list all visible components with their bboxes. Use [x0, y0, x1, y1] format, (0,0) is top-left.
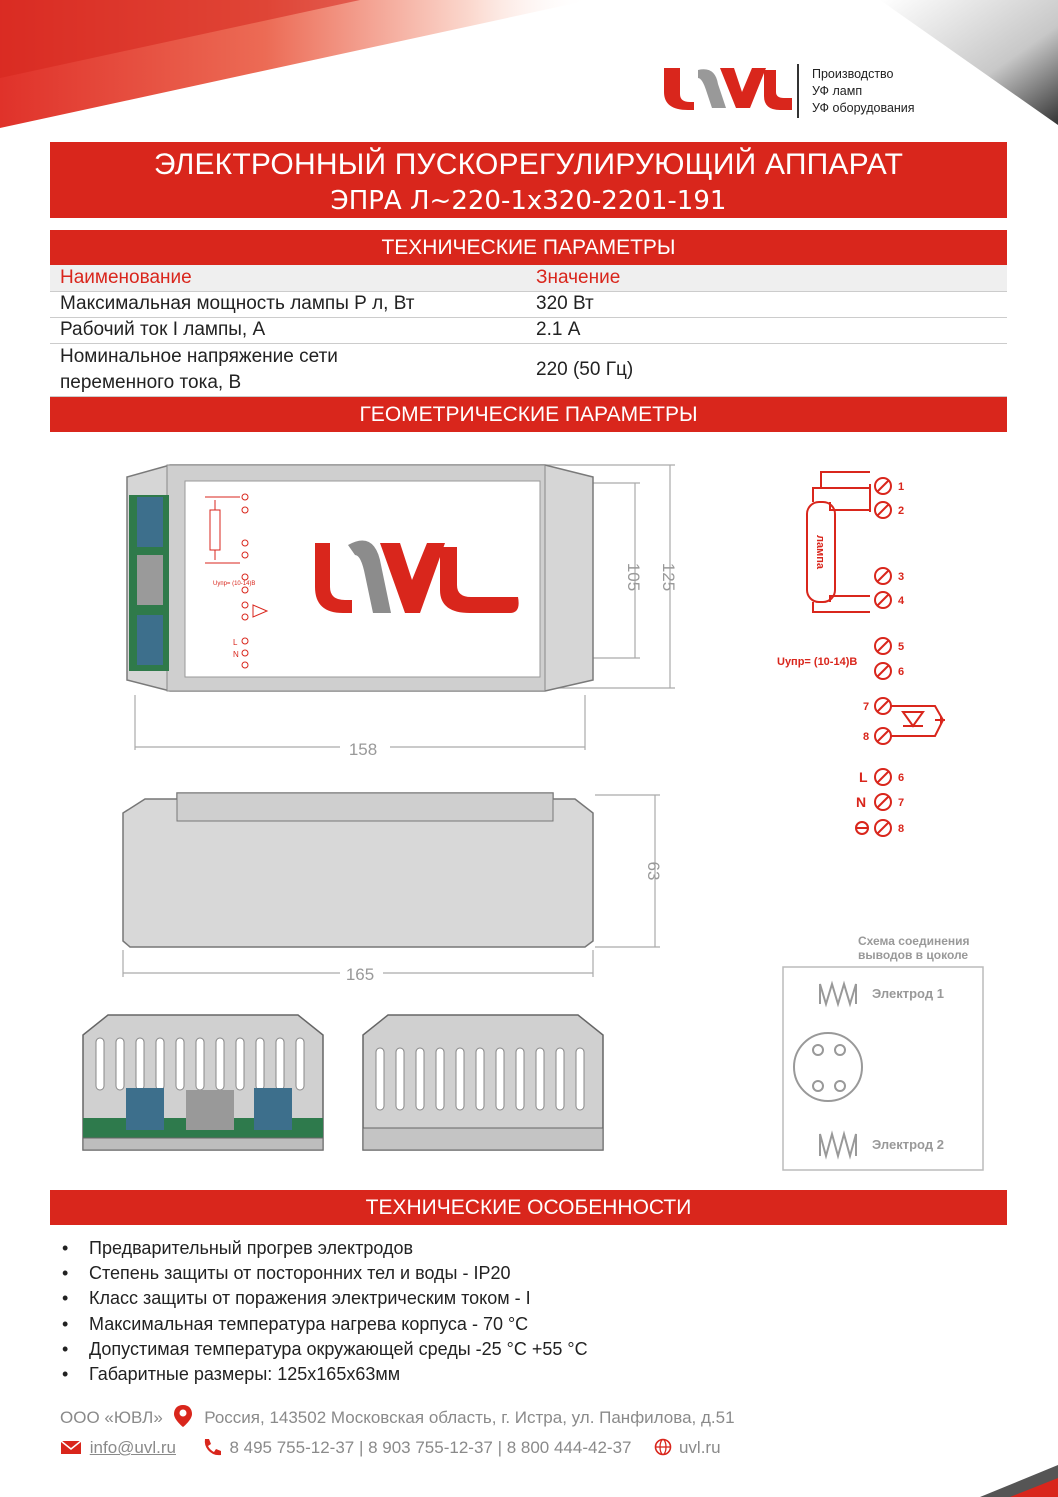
- feature-text: Класс защиты от поражения электрическим током - I: [89, 1288, 531, 1309]
- dim-height-63: 63: [644, 861, 663, 881]
- company-address: Россия, 143502 Московская область, г. Истра, ул. Панфилова, д.51: [204, 1408, 735, 1427]
- socket-scheme: [782, 966, 985, 1172]
- side-view-drawing: [115, 785, 665, 985]
- dim-width-158: 158: [348, 740, 378, 759]
- tagline-line-1: Производство: [812, 67, 894, 81]
- terminal-label: 3: [898, 571, 905, 583]
- terminal-label: 8: [863, 731, 870, 743]
- param-value: 220 (50 Гц): [528, 343, 1007, 396]
- col-name-header: Наименование: [50, 265, 528, 291]
- electrode-2-label: Электрод 2: [872, 1137, 944, 1152]
- socket-scheme-title: [858, 934, 970, 962]
- perspective-view-back: [358, 1010, 608, 1155]
- table-row: [50, 291, 1007, 317]
- dim-height-125: 125: [659, 562, 678, 592]
- socket-title-line-1: Схема соединения: [858, 934, 970, 948]
- param-name: Максимальная мощность лампы Р л, Вт: [50, 291, 528, 317]
- footer-contacts-line: [60, 1437, 721, 1458]
- globe-icon: [654, 1438, 672, 1456]
- terminal-label: 4: [898, 595, 905, 607]
- col-value-header: Значение: [528, 265, 1007, 291]
- phone-numbers: 8 495 755-12-37 | 8 903 755-12-37 | 8 800 444-42-37: [229, 1438, 632, 1457]
- feature-text: Допустимая температура окружающей среды -25 °С +55 °С: [89, 1338, 588, 1359]
- document-title: [50, 142, 1007, 218]
- terminal-label: 7: [863, 701, 870, 713]
- terminal-label: 5: [898, 641, 905, 653]
- control-voltage-label: Uупр= (10-14)В: [777, 656, 858, 668]
- perspective-view-front: [78, 1010, 328, 1155]
- table-header-row: [50, 265, 1007, 291]
- feature-text: Максимальная температура нагрева корпуса - 70 °С: [89, 1313, 529, 1334]
- features-heading: ТЕХНИЧЕСКИЕ ОСОБЕННОСТИ: [50, 1190, 1007, 1225]
- geo-params-heading: ГЕОМЕТРИЧЕСКИЕ ПАРАМЕТРЫ: [50, 397, 1007, 432]
- electrode-1-label: Электрод 1: [872, 986, 944, 1001]
- list-item: [62, 1337, 588, 1362]
- email-icon: [60, 1439, 82, 1455]
- footer-address-line: [60, 1403, 735, 1429]
- terminal-label: 7: [898, 797, 905, 809]
- table-row: [50, 317, 1007, 343]
- terminal-label: 6: [898, 666, 905, 678]
- logo-divider: [797, 64, 799, 118]
- top-view-drawing: [115, 455, 690, 765]
- email-link[interactable]: info@uvl.ru: [89, 1438, 176, 1457]
- tagline-line-2: УФ ламп: [812, 84, 863, 98]
- tech-params-table: [50, 265, 1007, 397]
- title-line-1: ЭЛЕКТРОННЫЙ ПУСКОРЕГУЛИРУЮЩИЙ АППАРАТ: [153, 148, 904, 181]
- logo-tagline: [812, 66, 915, 117]
- list-item: [62, 1312, 588, 1337]
- list-item: [62, 1362, 588, 1387]
- param-name: Номинальное напряжение сети переменного тока, В: [50, 343, 528, 396]
- terminal-label: 6: [898, 772, 905, 784]
- param-value: 320 Вт: [528, 291, 1007, 317]
- location-pin-icon: [172, 1403, 194, 1429]
- feature-text: Габаритные размеры: 125х165х63мм: [89, 1364, 401, 1385]
- tagline-line-3: УФ оборудования: [812, 101, 915, 115]
- feature-text: Предварительный прогрев электродов: [89, 1238, 414, 1258]
- param-value: 2.1 А: [528, 317, 1007, 343]
- svg-text:N: N: [233, 650, 239, 659]
- company-name: ООО «ЮВЛ»: [60, 1408, 163, 1427]
- neutral-n-label: N: [856, 794, 867, 810]
- table-row: [50, 343, 1007, 396]
- line-l-label: L: [859, 769, 868, 785]
- phone-icon: [201, 1437, 223, 1457]
- socket-title-line-2: выводов в цоколе: [858, 948, 969, 962]
- tech-params-heading: ТЕХНИЧЕСКИЕ ПАРАМЕТРЫ: [50, 230, 1007, 265]
- terminal-label: 8: [898, 823, 905, 835]
- dim-width-165: 165: [345, 965, 375, 984]
- svg-text:L: L: [233, 638, 238, 647]
- feature-text: Степень защиты от посторонних тел и воды - IP20: [89, 1263, 511, 1284]
- list-item: [62, 1286, 588, 1311]
- uvl-logo: [660, 62, 795, 114]
- terminal-label: 1: [898, 481, 905, 493]
- lamp-label: лампа: [814, 534, 826, 570]
- terminal-label: 2: [898, 505, 905, 517]
- list-item: [62, 1261, 588, 1286]
- features-list: [62, 1236, 588, 1387]
- website-link[interactable]: uvl.ru: [678, 1438, 721, 1457]
- param-name: Рабочий ток I лампы, А: [50, 317, 528, 343]
- svg-text:Uупр= (10-14)B: Uупр= (10-14)B: [213, 581, 256, 587]
- footer-swoosh: [0, 1460, 1058, 1497]
- wiring-diagram: [775, 460, 950, 845]
- list-item: [62, 1236, 588, 1261]
- title-model: ЭПРА Л~220-1х320-2201-191: [330, 186, 727, 216]
- dim-height-105: 105: [624, 562, 643, 592]
